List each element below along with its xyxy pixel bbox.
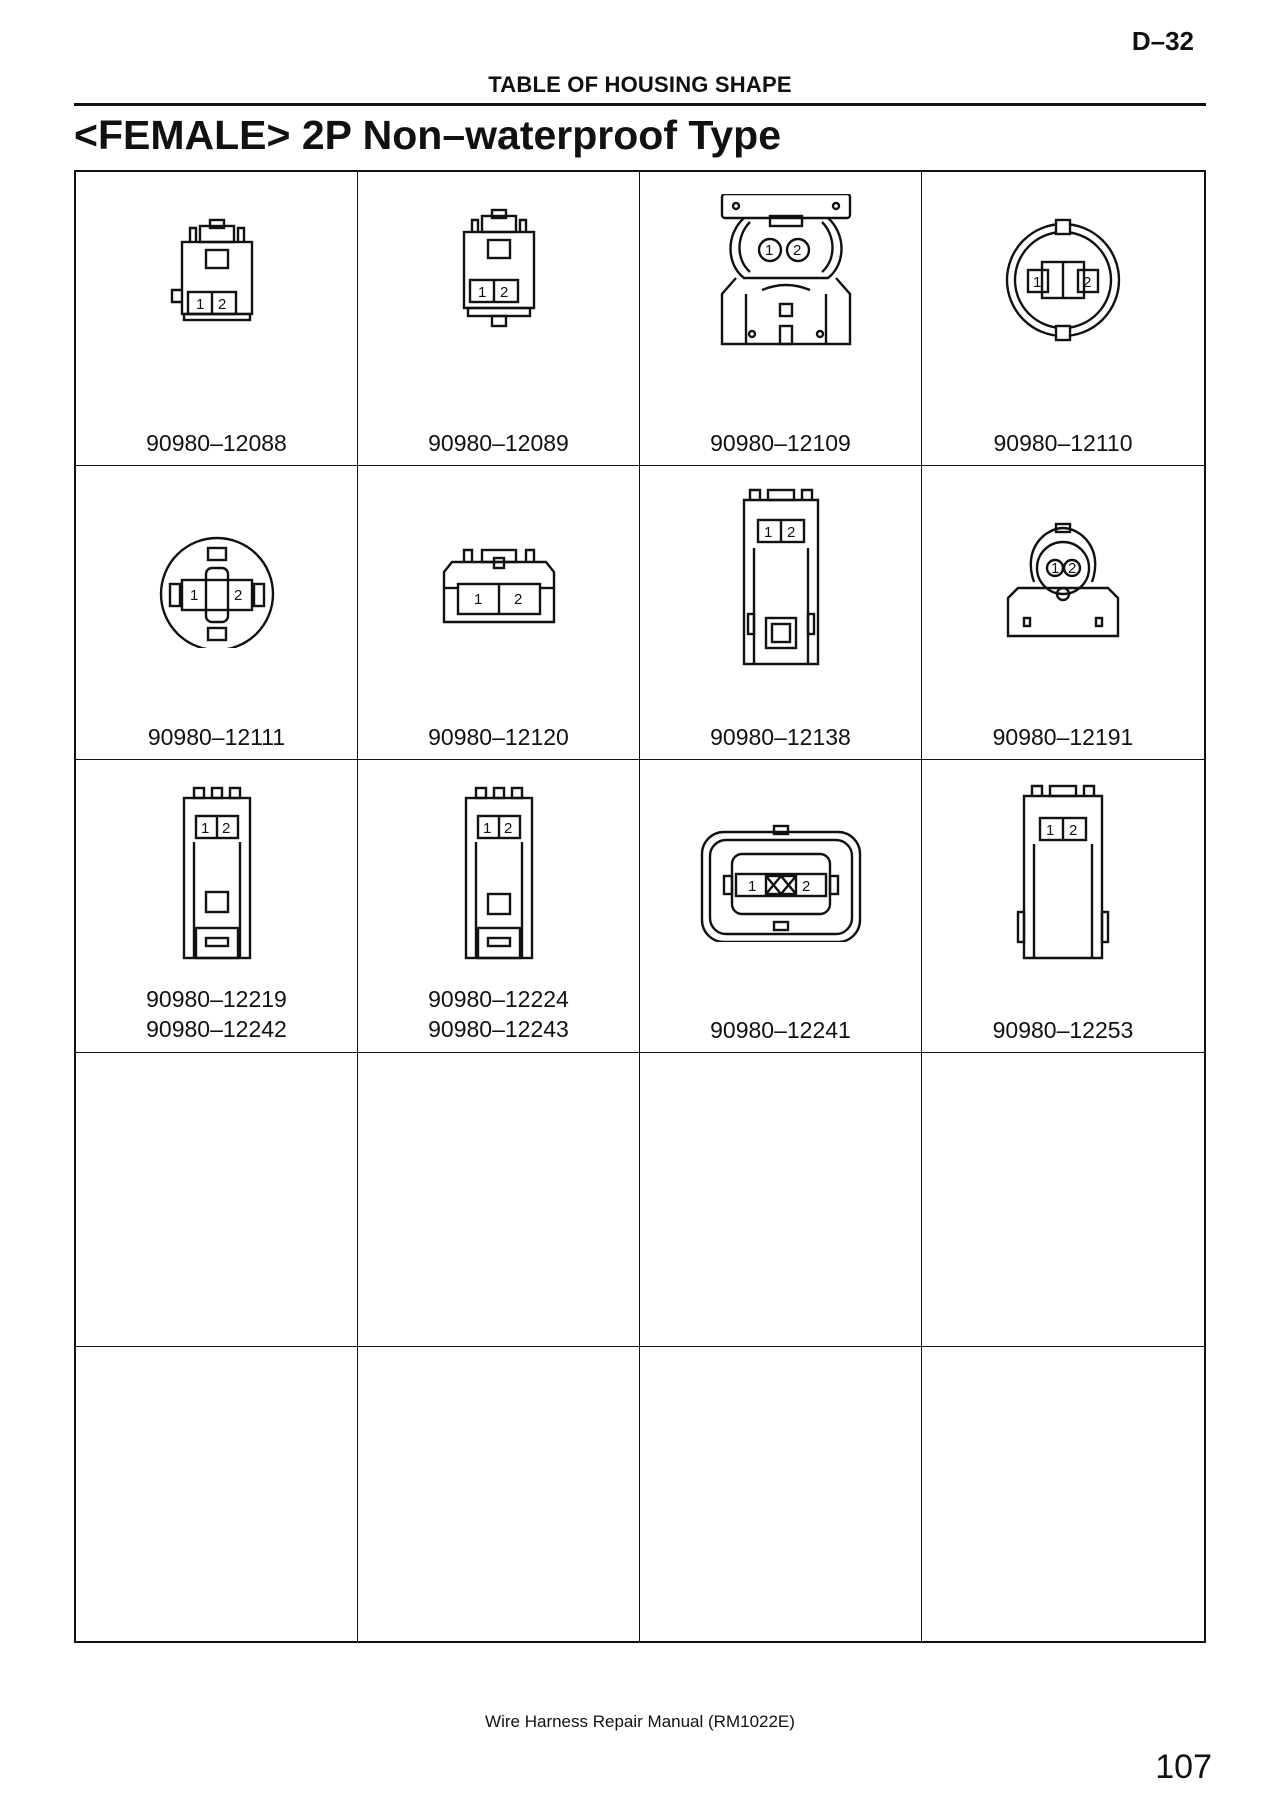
part-number: 90980–12089 [428, 429, 569, 456]
part-number: 90980–12243 [428, 1016, 569, 1043]
connector-12253-icon [988, 782, 1138, 962]
pin-label: 2 [233, 586, 242, 604]
pin-label: 1 [189, 586, 198, 604]
header-rule [74, 103, 1206, 106]
connector-12089-icon [424, 194, 574, 354]
part-number: 90980–12088 [146, 429, 287, 456]
part-number: 90980–12111 [147, 723, 286, 750]
part-number: 90980–12253 [992, 1017, 1134, 1044]
page-title: <FEMALE> 2P Non–waterproof Type [74, 112, 782, 158]
pin-label: 1 [473, 590, 482, 608]
part-number-list [76, 984, 357, 1044]
footer-manual-title: Wire Harness Repair Manual (RM1022E) [485, 1712, 795, 1731]
connector-12138-icon [706, 488, 856, 668]
connector-12109-icon [706, 194, 856, 354]
table-cell [922, 172, 1204, 466]
pin-label: 1 [1033, 274, 1042, 291]
empty-cell [922, 1053, 1204, 1347]
connector-12219-icon [142, 782, 292, 962]
pin-label: 1 [477, 284, 486, 301]
connector-12191-icon [988, 488, 1138, 648]
connector-12241-icon [696, 782, 866, 942]
empty-cell [76, 1053, 358, 1347]
table-cell [358, 760, 640, 1054]
table-cell [922, 760, 1204, 1054]
pin-label: 2 [1083, 274, 1092, 291]
table-cell [640, 172, 922, 466]
connector-12110-icon [988, 194, 1138, 354]
part-number: 90980–12138 [710, 723, 851, 750]
page-id: D–32 [1131, 26, 1194, 56]
pin-label: 2 [786, 523, 795, 541]
table-cell [76, 172, 358, 466]
pin-label: 1 [195, 296, 204, 313]
pin-label: 2 [1068, 559, 1077, 577]
empty-cell [640, 1053, 922, 1347]
table-cell [640, 466, 922, 760]
part-number: 90980–12241 [710, 1017, 851, 1044]
empty-cell [358, 1053, 640, 1347]
empty-cell [640, 1347, 922, 1641]
table-cell [358, 466, 640, 760]
section-title: TABLE OF HOUSING SHAPE [488, 72, 792, 97]
pin-label: 2 [792, 242, 801, 259]
pin-label: 2 [513, 590, 522, 608]
page-number: 107 [1155, 1748, 1212, 1786]
pin-label: 1 [200, 819, 209, 837]
pin-label: 1 [1051, 559, 1060, 577]
pin-label: 2 [1069, 821, 1078, 839]
pin-label: 2 [801, 877, 810, 895]
pin-label: 2 [503, 819, 512, 837]
part-number: 90980–12224 [428, 986, 569, 1013]
pin-label: 1 [1046, 821, 1055, 839]
pin-label: 2 [221, 819, 230, 837]
connector-12088-icon [142, 194, 292, 354]
table-cell [358, 172, 640, 466]
part-number: 90980–12109 [710, 429, 851, 456]
part-number: 90980–12242 [146, 1016, 287, 1043]
pin-label: 1 [482, 819, 491, 837]
pin-label: 2 [499, 284, 508, 301]
connector-12120-icon [424, 488, 574, 648]
part-number: 90980–12191 [992, 723, 1134, 750]
table-cell [76, 466, 358, 760]
connector-12111-icon [142, 488, 292, 648]
pin-label: 2 [217, 296, 226, 313]
empty-cell [922, 1347, 1204, 1641]
part-number-list [358, 984, 639, 1044]
part-number: 90980–12120 [428, 723, 569, 750]
empty-cell [76, 1347, 358, 1641]
connector-12224-icon [424, 782, 574, 962]
table-cell [640, 760, 922, 1054]
table-cell [922, 466, 1204, 760]
housing-shape-table [74, 170, 1206, 1643]
part-number: 90980–12110 [993, 429, 1133, 456]
part-number: 90980–12219 [146, 986, 287, 1013]
pin-label: 1 [763, 523, 772, 541]
empty-cell [358, 1347, 640, 1641]
pin-label: 1 [764, 242, 773, 259]
table-cell [76, 760, 358, 1054]
pin-label: 1 [747, 877, 756, 895]
